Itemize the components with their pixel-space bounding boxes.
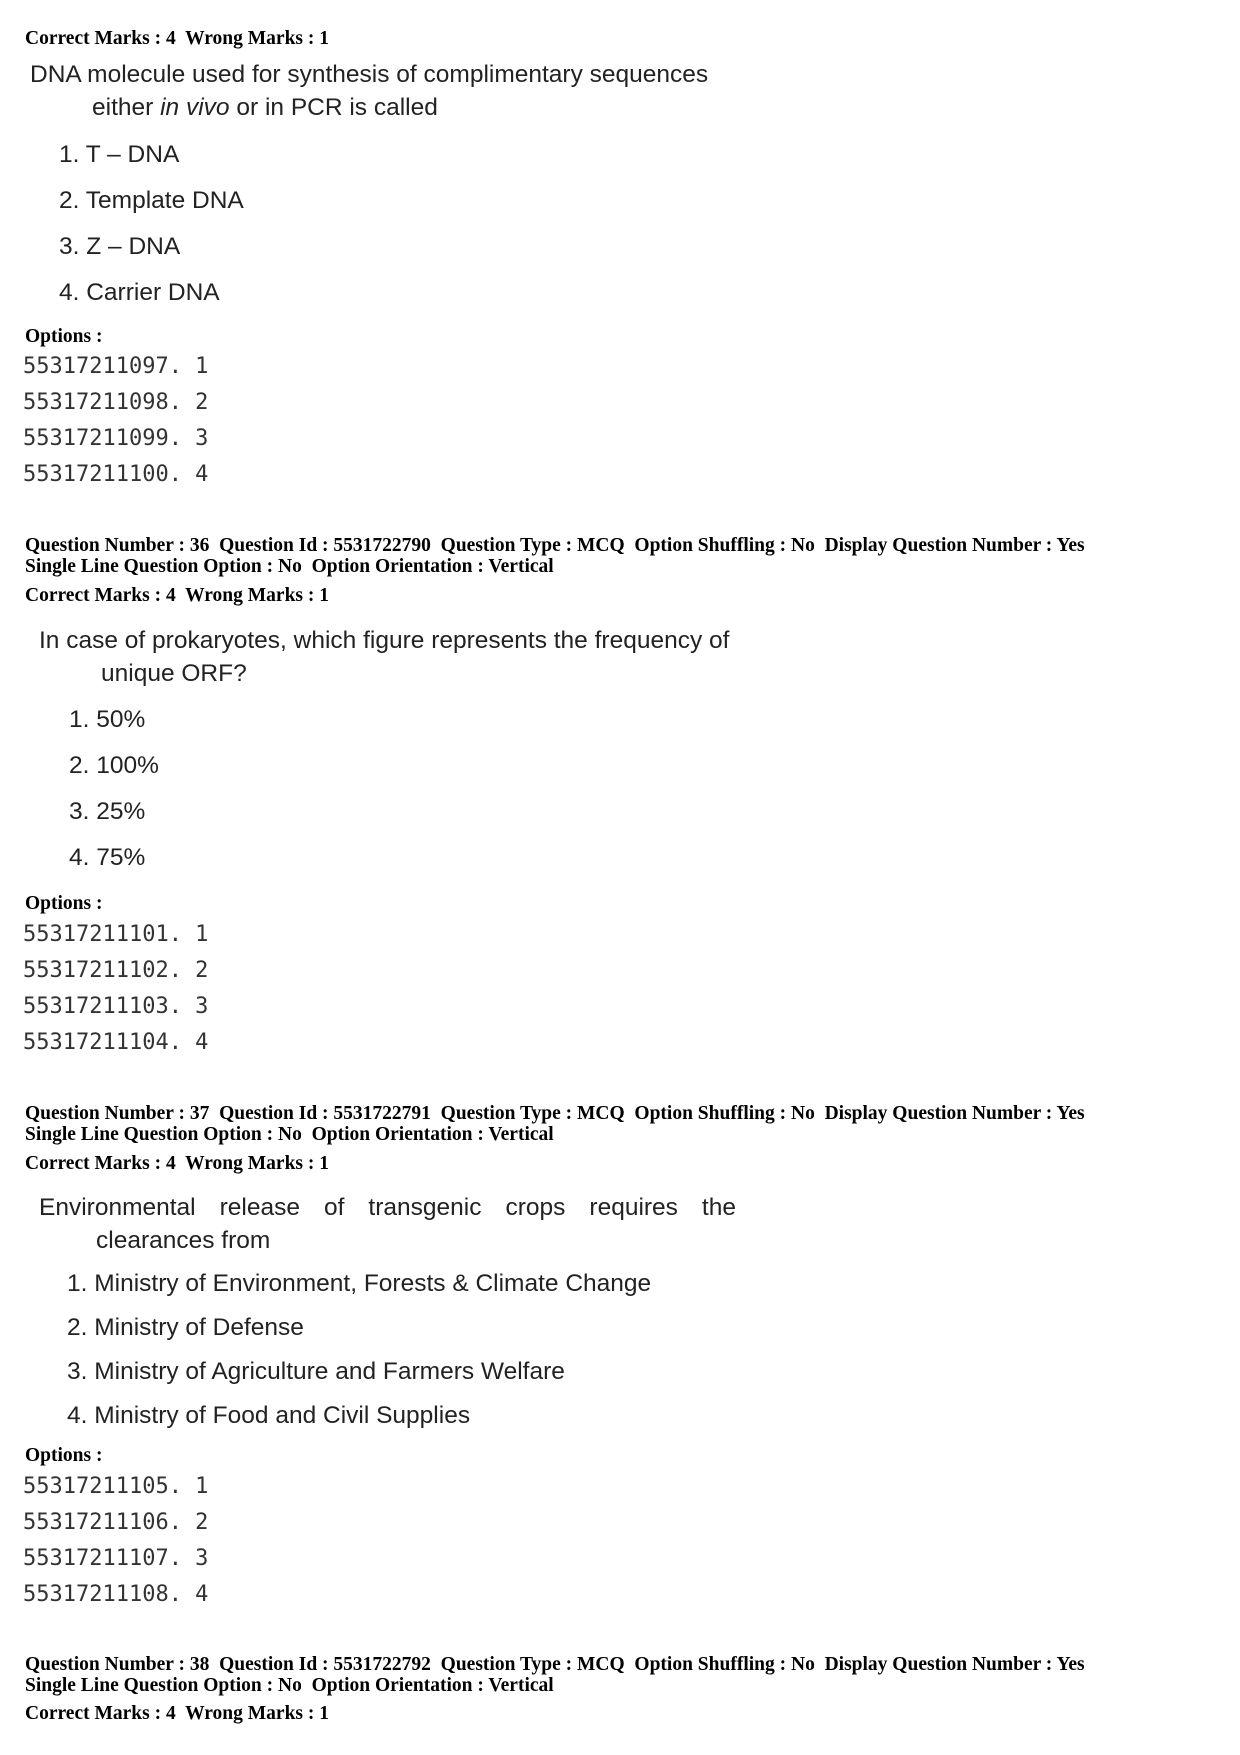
option-id: 55317211107. 3 — [23, 1546, 209, 1571]
marks-line: Correct Marks : 4 Wrong Marks : 1 — [25, 1153, 330, 1174]
question-stem-line: either in vivo or in PCR is called — [92, 94, 438, 121]
option-id: 55317211105. 1 — [23, 1474, 209, 1499]
option-id: 55317211098. 2 — [23, 390, 209, 415]
answer-choice: 2. Ministry of Defense — [67, 1314, 304, 1341]
question-stem — [39, 624, 729, 690]
question-stem — [39, 1191, 736, 1257]
question-stem-line: unique ORF? — [101, 660, 247, 687]
answer-choice: 1. Ministry of Environment, Forests & Climate Change — [67, 1270, 652, 1297]
question-stem-line: clearances from — [96, 1227, 271, 1254]
options-label: Options : — [25, 326, 103, 347]
question-stem-line: Environmental release of transgenic crops requires the — [39, 1194, 736, 1221]
options-label: Options : — [25, 1445, 103, 1466]
question-stem-line: In case of prokaryotes, which figure represents the frequency of — [39, 627, 730, 654]
option-id: 55317211100. 4 — [23, 462, 209, 487]
option-id: 55317211104. 4 — [23, 1030, 209, 1055]
answer-choice: 4. Ministry of Food and Civil Supplies — [67, 1402, 471, 1429]
answer-choice: 3. 25% — [69, 798, 146, 825]
answer-choice: 2. Template DNA — [59, 187, 244, 214]
marks-line: Correct Marks : 4 Wrong Marks : 1 — [25, 585, 330, 606]
question-header: Question Number : 37 Question Id : 5531722791 Question Type : MCQ Option Shuffling : No Display Question Number : Yes — [25, 1103, 1085, 1124]
question-header-line-2: Single Line Question Option : No Option Orientation : Vertical — [25, 1675, 554, 1696]
option-id: 55317211099. 3 — [23, 426, 209, 451]
option-id: 55317211103. 3 — [23, 994, 209, 1019]
question-header-line-2: Single Line Question Option : No Option Orientation : Vertical — [25, 556, 554, 577]
question-stem — [30, 58, 708, 124]
answer-choice: 3. Ministry of Agriculture and Farmers Welfare — [67, 1358, 565, 1385]
option-id: 55317211106. 2 — [23, 1510, 209, 1535]
option-id: 55317211102. 2 — [23, 958, 209, 983]
question-stem-line: DNA molecule used for synthesis of complimentary sequences — [30, 61, 709, 88]
answer-choice: 4. Carrier DNA — [59, 279, 220, 306]
marks-line: Correct Marks : 4 Wrong Marks : 1 — [25, 1703, 330, 1724]
answer-choice: 1. 50% — [69, 706, 146, 733]
answer-choice: 1. T – DNA — [59, 141, 180, 168]
answer-choice: 4. 75% — [69, 844, 146, 871]
options-label: Options : — [25, 893, 103, 914]
option-id: 55317211101. 1 — [23, 922, 209, 947]
option-id: 55317211097. 1 — [23, 354, 209, 379]
marks-line: Correct Marks : 4 Wrong Marks : 1 — [25, 28, 330, 49]
question-header: Question Number : 38 Question Id : 5531722792 Question Type : MCQ Option Shuffling : No Display Question Number : Yes — [25, 1654, 1085, 1675]
answer-choice: 3. Z – DNA — [59, 233, 181, 260]
question-header: Question Number : 36 Question Id : 5531722790 Question Type : MCQ Option Shuffling : No Display Question Number : Yes — [25, 535, 1085, 556]
option-id: 55317211108. 4 — [23, 1582, 209, 1607]
answer-choice: 2. 100% — [69, 752, 159, 779]
question-header-line-2: Single Line Question Option : No Option Orientation : Vertical — [25, 1124, 554, 1145]
